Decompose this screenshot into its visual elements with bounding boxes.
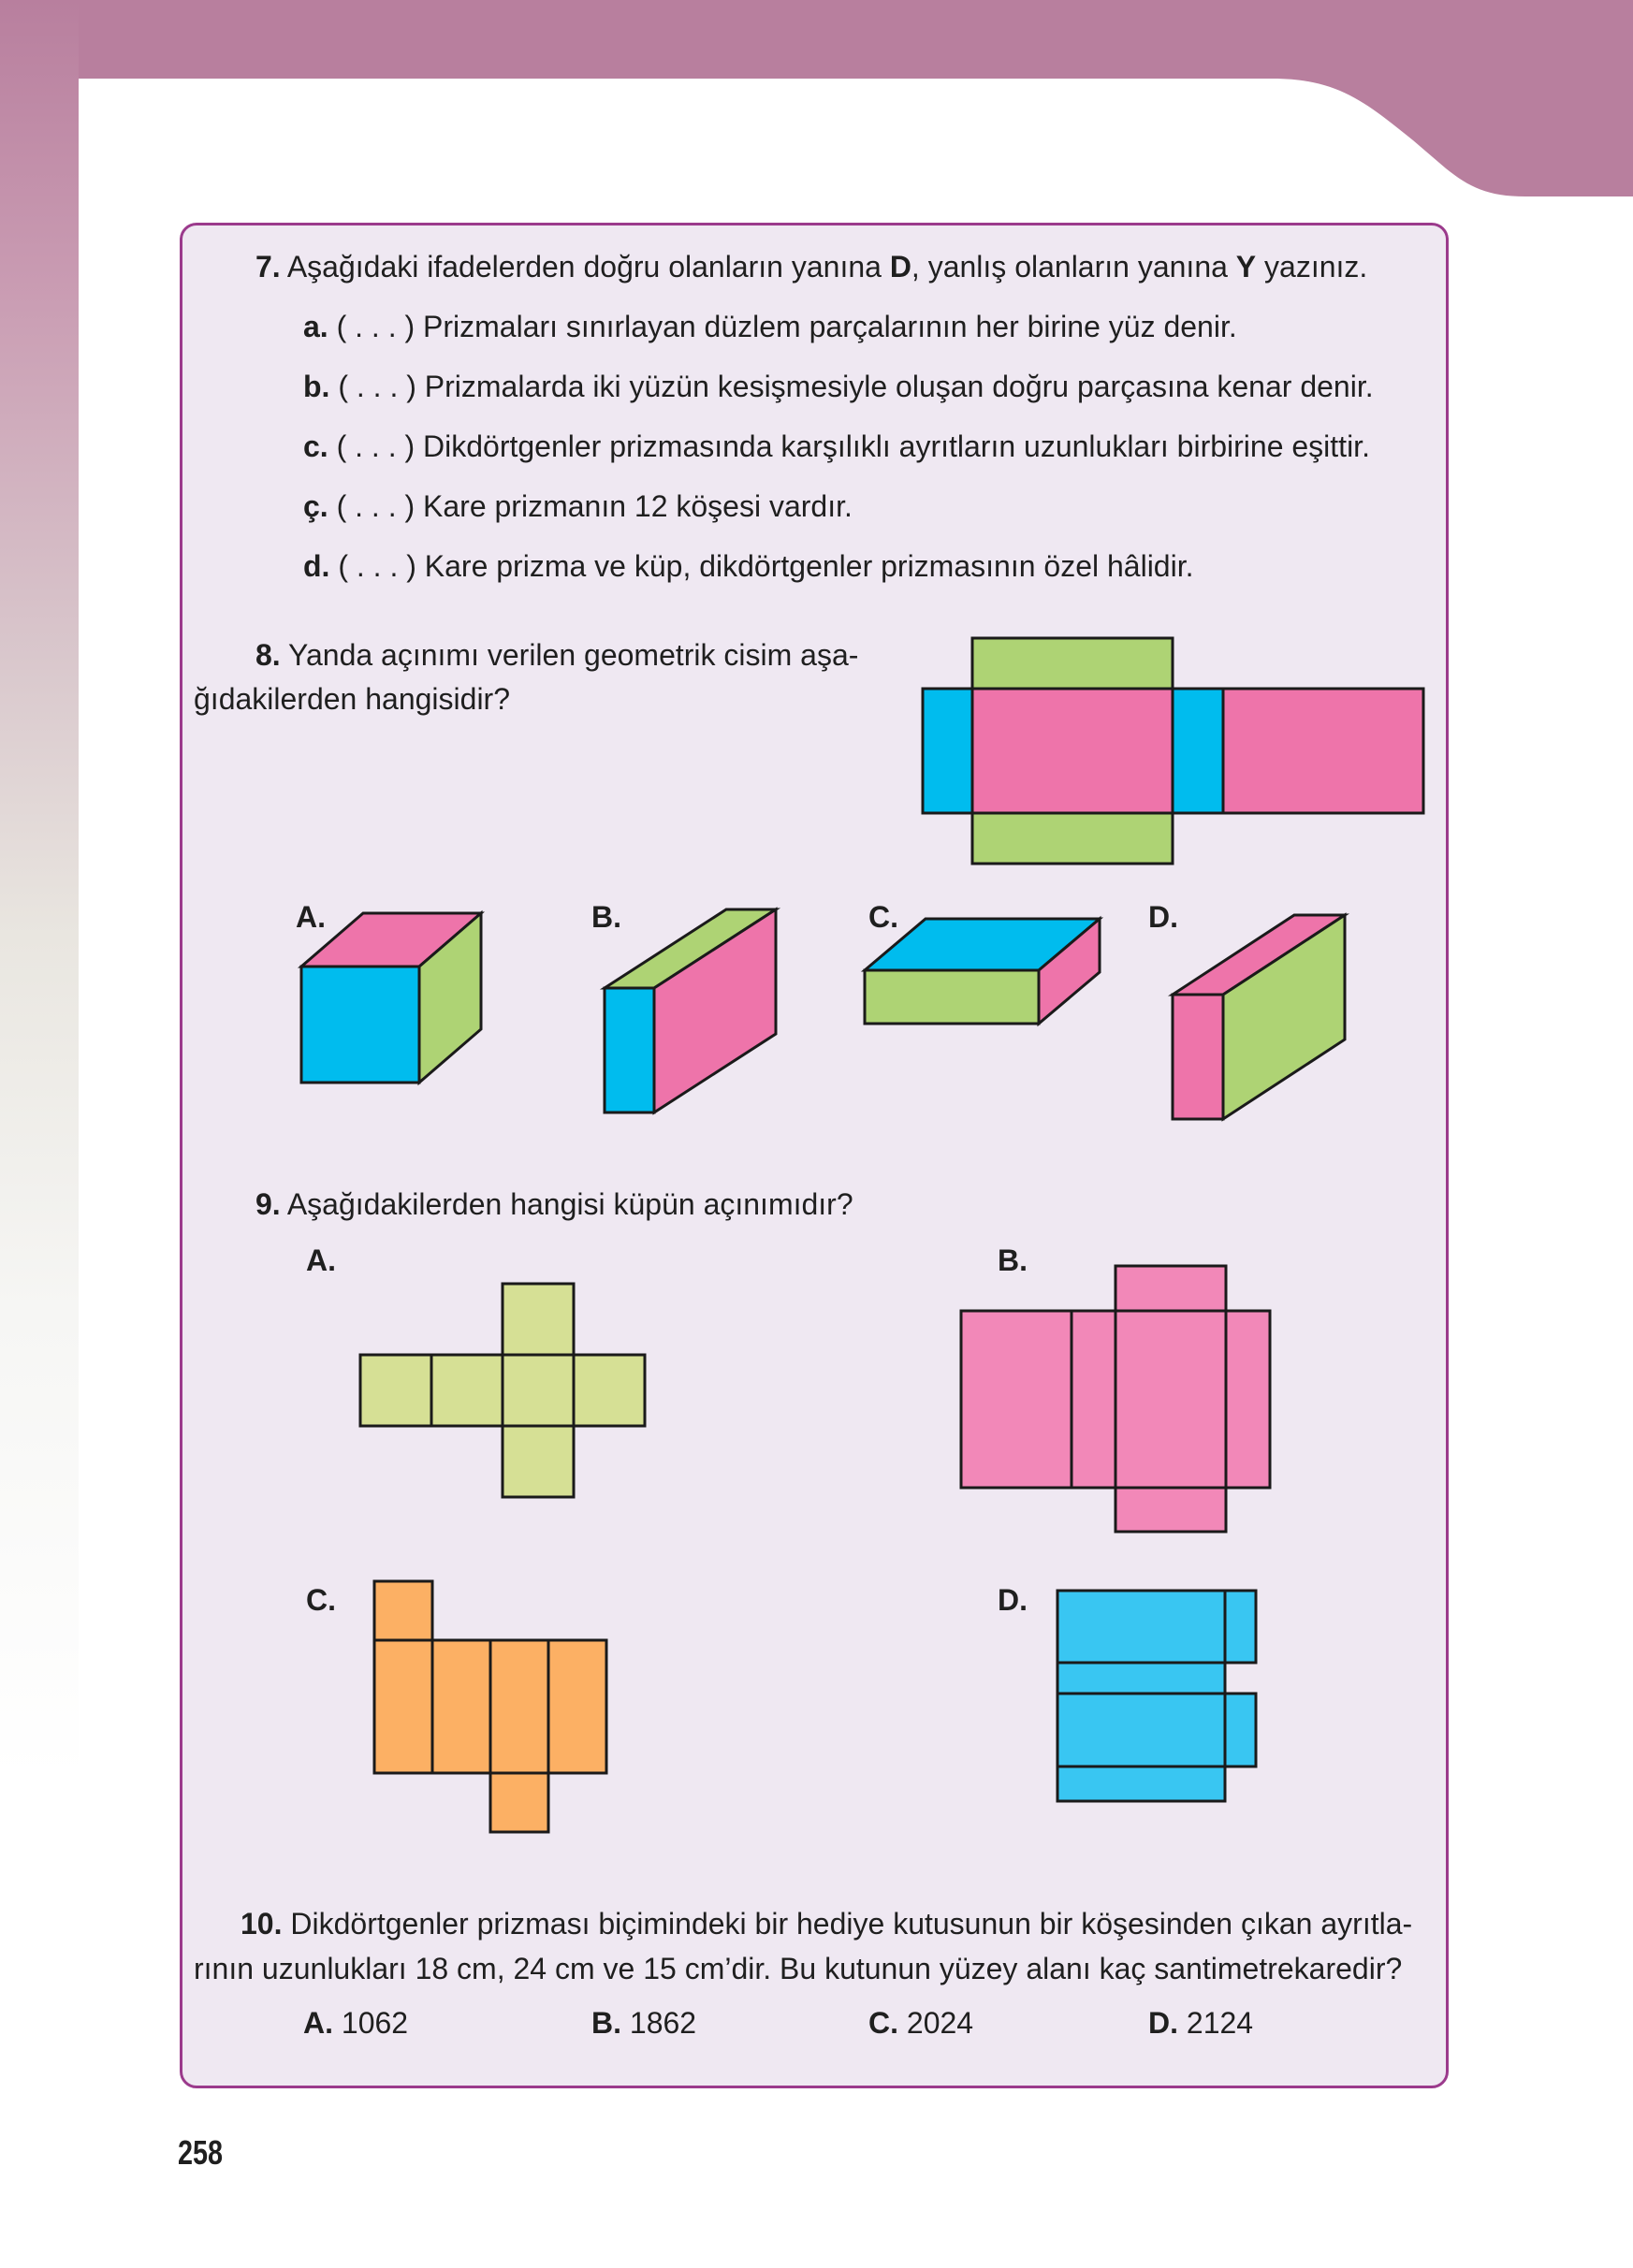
q8-option-d-label[interactable]: D. (1148, 900, 1178, 934)
q8-prompt-line1: 8. Yanda açınımı verilen geometrik cisim aşa- (255, 638, 859, 672)
q7-item-b: b. ( . . . ) Prizmalarda iki yüzün kesişmesiyle oluşan doğru parçasına kenar denir. (303, 370, 1374, 403)
answer-blank[interactable]: ( . . . ) (336, 310, 416, 343)
q8-option-a-label[interactable]: A. (296, 900, 326, 934)
q10-option-a[interactable]: A. 1062 (303, 2006, 409, 2040)
q9-number: 9. (255, 1187, 281, 1221)
q9-option-a-label[interactable]: A. (306, 1243, 336, 1277)
q10-option-c[interactable]: C. 2024 (868, 2006, 974, 2040)
q10-number: 10. (241, 1907, 283, 1941)
q8-option-c-label[interactable]: C. (868, 900, 898, 934)
q8-number: 8. (255, 638, 281, 672)
q9-option-b-label[interactable]: B. (998, 1243, 1028, 1277)
q10-option-d[interactable]: D. 2124 (1148, 2006, 1254, 2040)
q7-item-a: a. ( . . . ) Prizmaları sınırlayan düzlem parçalarının her birine yüz denir. (303, 310, 1237, 343)
answer-blank[interactable]: ( . . . ) (336, 489, 416, 523)
q9-option-c-net[interactable] (374, 1581, 606, 1832)
answer-blank[interactable]: ( . . . ) (338, 370, 416, 403)
q8-prompt-line2: ğıdakilerden hangisidir? (194, 682, 510, 716)
answer-blank[interactable]: ( . . . ) (336, 429, 416, 463)
q9-option-b-net[interactable] (961, 1266, 1270, 1532)
page-number: 258 (178, 2133, 224, 2172)
q9-option-d-label[interactable]: D. (998, 1583, 1028, 1617)
q7-item-cc: ç. ( . . . ) Kare prizmanın 12 köşesi vardır. (303, 489, 853, 523)
q7-item-d: d. ( . . . ) Kare prizma ve küp, dikdörtgenler prizmasının özel hâlidir. (303, 549, 1194, 583)
q9-prompt: 9. Aşağıdakilerden hangisi küpün açınımıdır? (255, 1187, 853, 1221)
q9-option-d-net[interactable] (1057, 1591, 1256, 1801)
q9-option-a-net[interactable] (360, 1284, 645, 1497)
q7-number: 7. (255, 250, 281, 284)
answer-blank[interactable]: ( . . . ) (338, 549, 416, 583)
q7-item-c: c. ( . . . ) Dikdörtgenler prizmasında karşılıklı ayrıtların uzunlukları birbirine eşittir. (303, 429, 1370, 463)
q8-option-b-label[interactable]: B. (591, 900, 621, 934)
q10-option-b[interactable]: B. 1862 (591, 2006, 697, 2040)
q10-prompt-line2: rının uzunlukları 18 cm, 24 cm ve 15 cm’dir. Bu kutunun yüzey alanı kaç santimetrekaredir? (194, 1952, 1403, 1985)
q9-option-c-label[interactable]: C. (306, 1583, 336, 1617)
q7-prompt: 7. Aşağıdaki ifadelerden doğru olanların yanına D, yanlış olanların yanına Y yazınız. (255, 250, 1368, 284)
q10-prompt-line1: 10. Dikdörtgenler prizması biçimindeki bir hediye kutusunun bir köşesinden çıkan ayrıtla- (241, 1907, 1413, 1941)
